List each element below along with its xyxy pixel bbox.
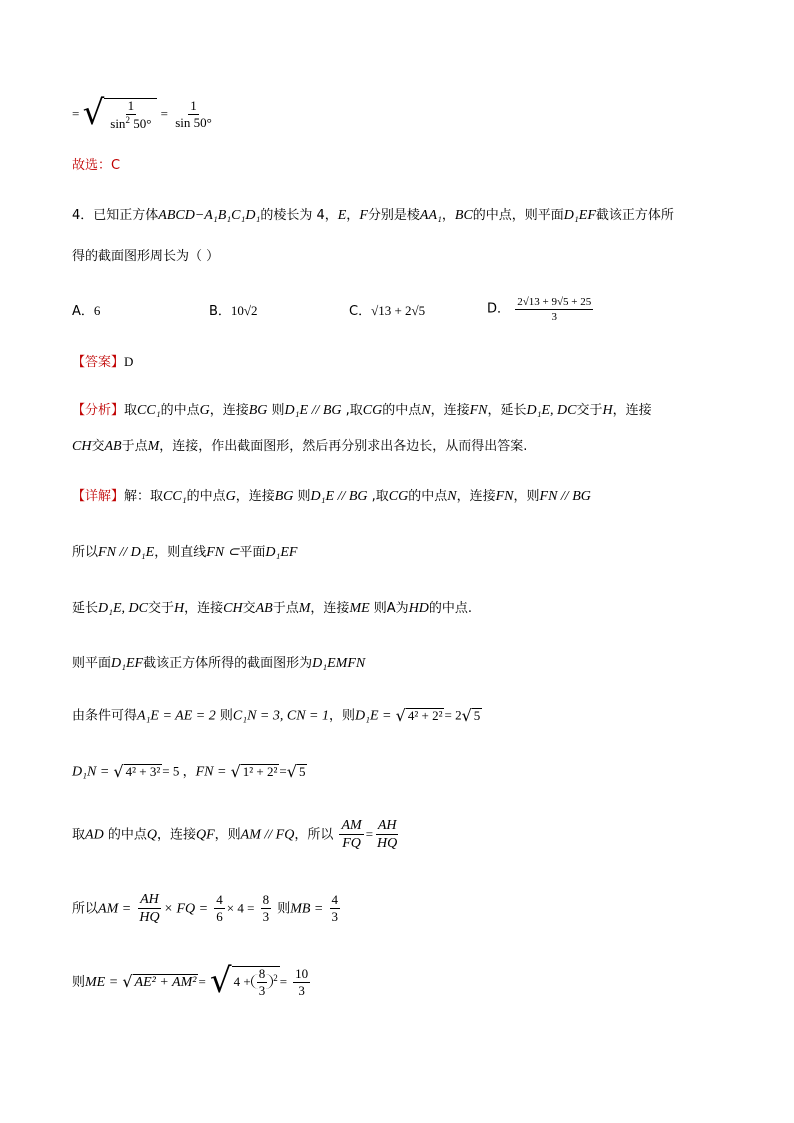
detail-line-8 [72,892,342,926]
d9-t6: 3 [258,983,266,999]
detail-line-5 [72,708,482,724]
d3-t5: CH [223,601,243,616]
a-t4: ，连接 [209,403,249,418]
a-t0: 取 [124,403,138,418]
d7-t9: AM [339,818,363,835]
exponent: 2 [125,115,130,126]
a-t13: FN [469,403,488,418]
d6-t2: = 5 ， [162,763,196,779]
option-b-value: 10√2 [230,303,258,318]
option-a [72,304,100,318]
q-comma-2: ， [441,208,455,223]
d1-t6: 则 [293,489,311,504]
d9-t1: ME = [85,974,119,990]
d1-t13: FN [495,489,514,504]
radical-sign: √ [82,93,105,133]
d8-t1: AM = [98,901,132,917]
d7-t12: AH [376,818,399,835]
d6-t6: 5 [298,764,306,779]
edge-aa1: AA₁ [419,208,442,223]
q-text-c: 分别是棱 [367,208,420,223]
option-b [209,304,258,318]
d9-t9: 10 [293,967,310,983]
question-line-2: 得的截面图形周长为（ ） [72,249,220,264]
d5-t8: 5 [473,708,481,723]
d2-t0: 所以 [72,545,99,560]
d6-t4: 1² + 2² [242,764,278,779]
d3-t13: HD [408,601,429,616]
answer-tag: 【答案】 [72,355,125,370]
a2-t2: AB [104,439,122,454]
d7-t5: QF [195,827,215,843]
d5-t4: ，则 [329,708,356,724]
d5-t1: A₁E = AE = 2 [137,708,216,724]
d3-t11: ME [349,601,370,616]
d1-t5: BG [274,489,294,504]
d1-t3: G [225,489,236,504]
question-number: 4． [72,208,94,223]
d7-t6: ，则 [214,827,241,843]
d8-t6: 6 [216,909,223,925]
a-t5: BG [248,403,268,418]
option-c [349,304,425,318]
radical-sign: √ [209,961,232,1001]
fraction-numerator: 1 [126,99,137,115]
question-line-1 [72,209,674,223]
d9-t2: AE² + AM² [134,974,197,990]
option-b-label: B． [209,304,231,319]
detail-tag: 【详解】 [72,489,125,504]
angle-label: 50° [129,116,152,132]
d1-t7: D₁E // BG [310,489,368,504]
top-formula [72,93,216,133]
d8-t11: MB = [290,901,324,917]
d8-t13: 3 [331,909,339,925]
a-t17: H [602,403,613,418]
a-t14: ，延长 [487,403,527,418]
a-t6: 则 [267,403,285,418]
d9-t7: 2 [273,972,278,983]
d1-t2: 的中点 [186,489,226,504]
q-text-d: 的中点，则平面 [472,208,564,223]
d8-t10: 则 [273,901,291,917]
d5-t3: C₁N = 3, CN = 1 [232,708,329,724]
d7-t10: FQ [342,836,361,852]
d3-t6: 交 [242,601,256,616]
a-t1: CC₁ [137,403,161,418]
rhs-numerator: 1 [188,99,199,115]
analysis-line-2 [72,440,527,454]
q-text-e: 截该正方体所 [595,208,674,223]
d1-t0: 解：取 [124,489,164,504]
q-comma: ， [346,208,360,223]
radical-sign: √ [113,762,124,781]
d3-t9: M [298,601,311,616]
a-t8: ,取 [341,403,363,418]
d8-t12: 4 [330,893,341,909]
q-text-a: 已知正方体 [93,208,159,223]
d4-t1: D₁EF [111,656,144,671]
d1-t10: 的中点 [408,489,448,504]
d3-t4: ，连接 [184,601,224,616]
detail-line-6 [72,764,307,780]
answer-line [72,355,133,369]
analysis-line-1 [72,404,652,418]
d7-t8: ，所以 [294,827,334,843]
d5-t0: 由条件可得 [72,708,138,724]
d5-t2: 则 [215,708,233,724]
sqrt-expression [82,93,158,133]
option-d-denominator: 3 [551,311,557,324]
d1-t9: CG [388,489,409,504]
d6-t1: 4² + 3² [125,764,161,779]
d3-t7: AB [255,601,273,616]
d8-t7: × 4 = [226,900,255,916]
d1-t4: ，连接 [235,489,275,504]
option-a-value: 6 [93,303,101,318]
a-t12: ，连接 [430,403,470,418]
d2-t3: FN ⊂ [206,545,240,560]
d2-t5: D₁EF [265,545,298,560]
detail-line-2 [72,546,297,560]
d3-t0: 延长 [72,601,99,616]
answer-value: D [124,354,134,369]
d1-t11: N [447,489,457,504]
point-f: F [359,208,368,223]
d9-t10: 3 [298,982,305,998]
a-t11: N [421,403,431,418]
q-text-b: 的棱长为 4， [260,208,338,223]
a-t2: 的中点 [160,403,200,418]
d9-t5: 8 [257,967,268,983]
d2-t4: 平面 [239,545,266,560]
a2-t0: CH [72,439,92,454]
d2-t2: ，则直线 [154,545,207,560]
d3-t8: 于点 [272,601,299,616]
detail-line-4 [72,657,365,671]
cube-name: ABCD−A₁B₁C₁D₁ [158,208,261,223]
a2-t3: 于点 [121,439,148,454]
a-t15: D₁E, DC [526,403,577,418]
d7-t11: = [365,826,374,842]
d9-t3: = [198,973,206,989]
a2-t1: 交 [91,439,105,454]
d3-t2: 交于 [148,601,175,616]
d7-t0: 取 [72,827,86,843]
sin-label: sin [110,116,126,132]
d5-t5: D₁E = [355,708,392,724]
option-c-value: √13 + 2√5 [371,303,426,318]
a-t7: D₁E // BG [284,403,342,418]
analysis-tag: 【分析】 [72,403,125,418]
detail-line-9 [72,961,312,1001]
d6-t5: = [279,763,287,779]
a-t3: G [199,403,210,418]
d7-t2: 的中点 [103,827,147,843]
d8-t8: 8 [261,893,272,909]
radical-sign: √ [461,706,472,725]
detail-line-3 [72,602,472,616]
equals-sign: = [72,105,80,121]
d8-t3: HQ [139,910,160,926]
detail-line-7 [72,818,401,852]
d9-t4: 4 + [233,973,251,989]
d4-t3: D₁EMFN [312,656,366,671]
d3-t1: D₁E, DC [98,601,148,616]
d6-t3: FN = [195,764,227,780]
point-e: E [337,208,347,223]
d7-t7: AM // FQ [240,827,295,843]
d8-t0: 所以 [72,901,99,917]
edge-bc: BC [454,208,473,223]
d8-t4: × FQ = [163,901,209,917]
option-a-label: A． [72,304,94,319]
a-t16: 交于 [576,403,603,418]
d1-t8: ,取 [367,489,389,504]
radical-sign: √ [230,762,241,781]
d3-t10: ，连接 [310,601,350,616]
d2-t1: FN // D₁E [98,545,155,560]
rhs-denominator: sin 50° [175,115,212,131]
d4-t2: 截该正方体所得的截面图形为 [143,656,313,671]
d4-t0: 则平面 [72,656,112,671]
d7-t3: Q [146,827,157,843]
d1-t1: CC₁ [163,489,187,504]
a2-t4: M [147,439,160,454]
d3-t12: 则A为 [369,601,409,616]
d9-t0: 则 [72,974,86,990]
d7-t13: HQ [377,836,398,852]
option-d-numerator: 2√13 + 9√5 + 25 [515,296,593,310]
option-d-label: D． [487,301,511,317]
d6-t0: D₁N = [72,764,110,780]
d8-t5: 4 [214,893,225,909]
d9-t8: = [279,973,288,989]
d7-t4: ，连接 [156,827,196,843]
option-c-label: C． [349,304,372,319]
d3-t3: H [174,601,185,616]
radical-sign: √ [122,971,133,991]
previous-answer: 故选：C [72,158,121,173]
d5-t6: 4² + 2² [407,708,443,723]
option-d [487,296,595,323]
a2-t5: ，连接，作出截面图形，然后再分别求出各边长，从而得出答案. [159,439,528,454]
d3-t14: 的中点. [428,601,473,616]
a-t9: CG [362,403,383,418]
radical-sign: √ [286,762,297,781]
d1-t12: ，连接 [456,489,496,504]
detail-line-1 [72,490,591,504]
a-t10: 的中点 [382,403,422,418]
d5-t7: = 2 [444,707,462,723]
a-t18: ，连接 [612,403,652,418]
plane-d1ef: D₁EF [563,208,596,223]
d8-t2: AH [138,892,161,909]
d7-t1: AD [85,827,104,843]
radical-sign: √ [395,706,406,725]
d1-t15: FN // BG [539,489,591,504]
d8-t9: 3 [262,909,270,925]
d1-t14: ，则 [513,489,540,504]
equals-sign-2: = [160,105,168,121]
